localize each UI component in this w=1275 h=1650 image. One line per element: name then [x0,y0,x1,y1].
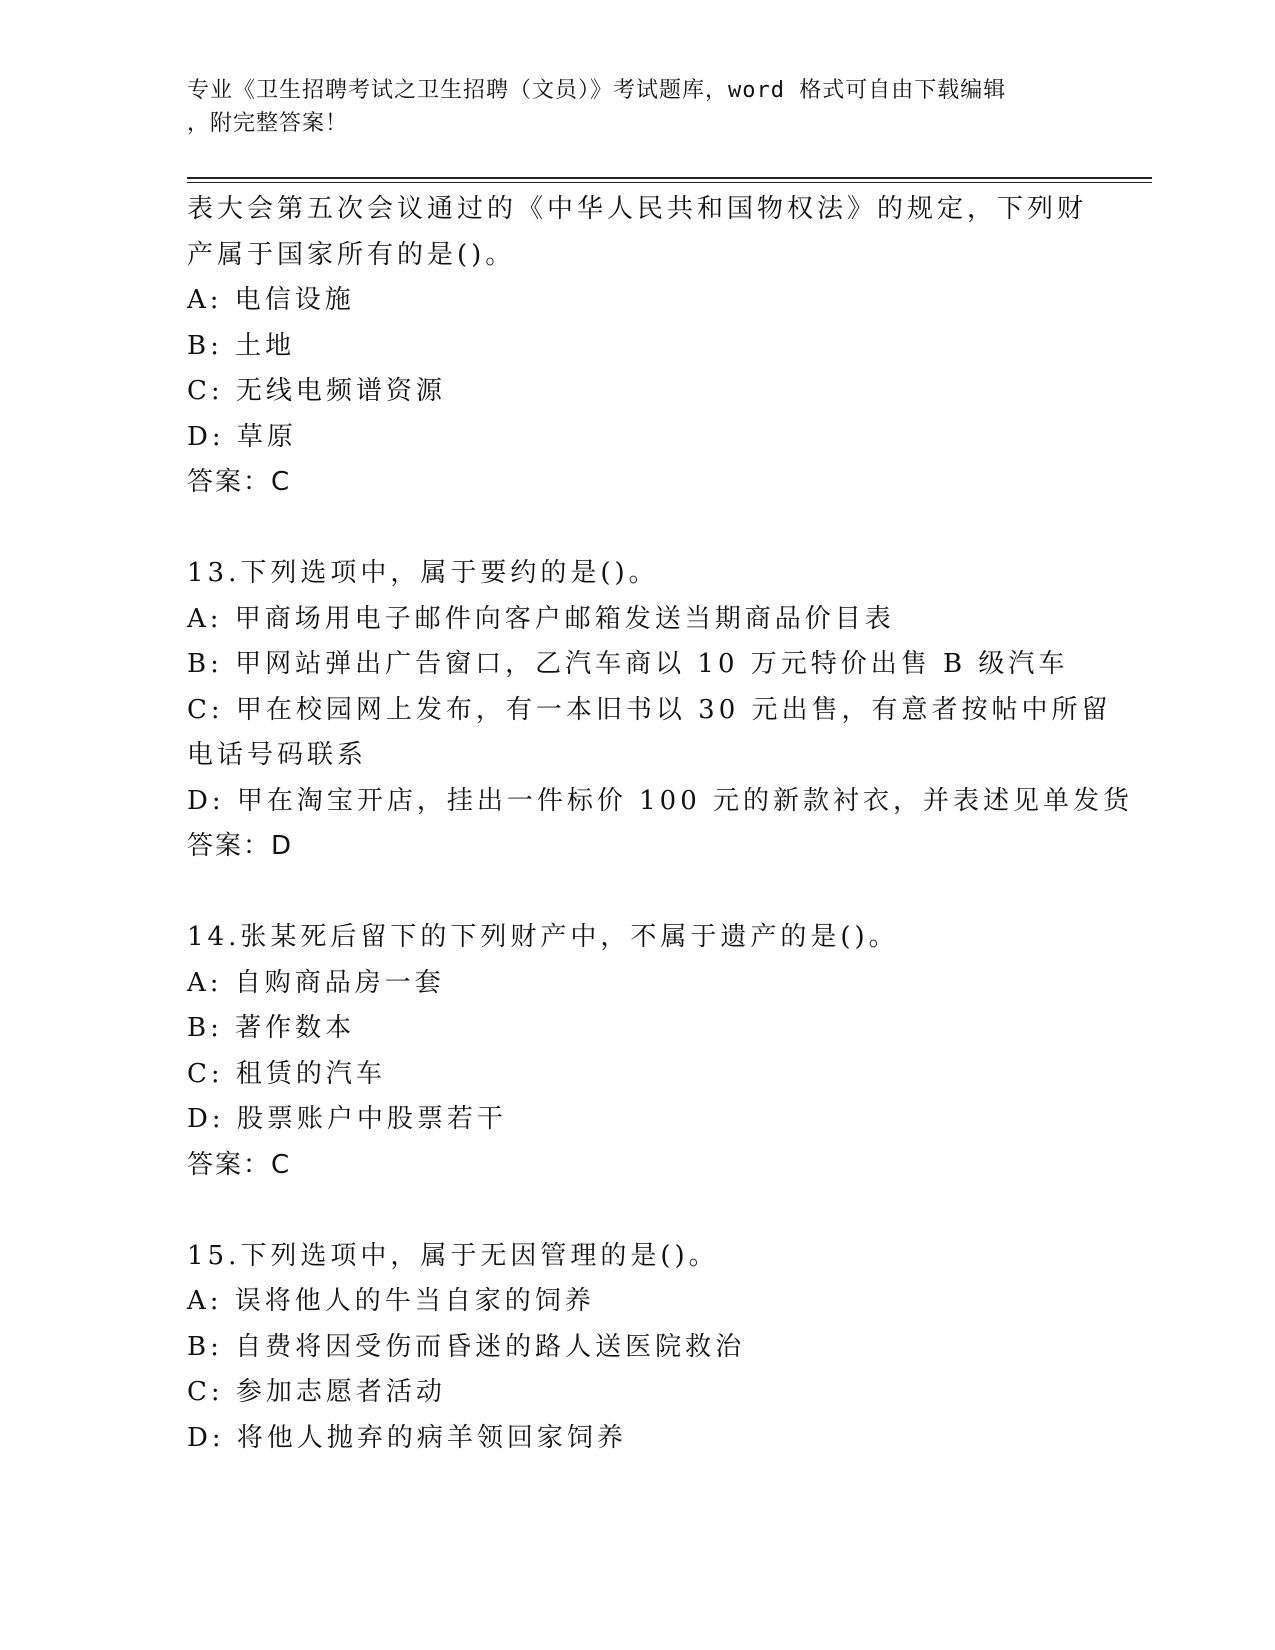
question-list [187,187,1134,1461]
option-a: A: 自购商品房一套 [187,967,445,998]
option-b: B: 土地 [187,330,296,361]
spacer [187,506,1087,552]
document-header [187,74,1087,140]
question-stem: 13.下列选项中，属于要约的是()。 [187,558,659,588]
question-14 [187,915,1087,1188]
question-stem: 14.张某死后留下的下列财产中，不属于遗产的是()。 [187,922,899,952]
header-divider-thick [187,177,1152,179]
option-a: A: 甲商场用电子邮件向客户邮箱发送当期商品价目表 [187,603,895,634]
option-b: B: 自费将因受伤而昏迷的路人送医院救治 [187,1331,746,1362]
question-15 [187,1234,1087,1462]
spacer [187,1188,1087,1234]
option-d: D: 草原 [187,421,297,452]
answer: 答案：C [187,467,292,497]
question-13 [187,551,1134,870]
question-stem: 产属于国家所有的是()。 [187,239,516,270]
header-line-2: ，附完整答案！ [187,111,349,136]
header-line-1: 专业《卫生招聘考试之卫生招聘（文员）》考试题库，word 格式可自由下载编辑 [187,78,1007,103]
header-divider-thin [187,182,1152,183]
option-d: D: 甲在淘宝开店，挂出一件标价 100 元的新款衬衣，并表述见单发货 [187,785,1134,816]
option-c-continued: 电话号码联系 [187,740,368,770]
question-stem: 表大会第五次会议通过的《中华人民共和国物权法》的规定，下列财 [187,194,1088,224]
option-c: C: 参加志愿者活动 [187,1377,446,1407]
answer: 答案：C [187,1149,292,1180]
option-d: D: 将他人抛弃的病羊领回家饲养 [187,1422,627,1453]
option-c: C: 租赁的汽车 [187,1058,386,1089]
answer: 答案：D [187,831,294,861]
option-a: A: 误将他人的牛当自家的饲养 [187,1286,595,1316]
option-c: C: 无线电频谱资源 [187,376,446,406]
option-d: D: 股票账户中股票若干 [187,1104,507,1134]
spacer [187,870,1087,916]
question-12 [187,187,1087,506]
option-a: A: 电信设施 [187,285,355,315]
option-c: C: 甲在校园网上发布，有一本旧书以 30 元出售，有意者按帖中所留 [187,694,1112,725]
option-b: B: 著作数本 [187,1013,356,1043]
question-stem: 15.下列选项中，属于无因管理的是()。 [187,1240,719,1271]
option-b: B: 甲网站弹出广告窗口，乙汽车商以 10 万元特价出售 B 级汽车 [187,649,1069,679]
